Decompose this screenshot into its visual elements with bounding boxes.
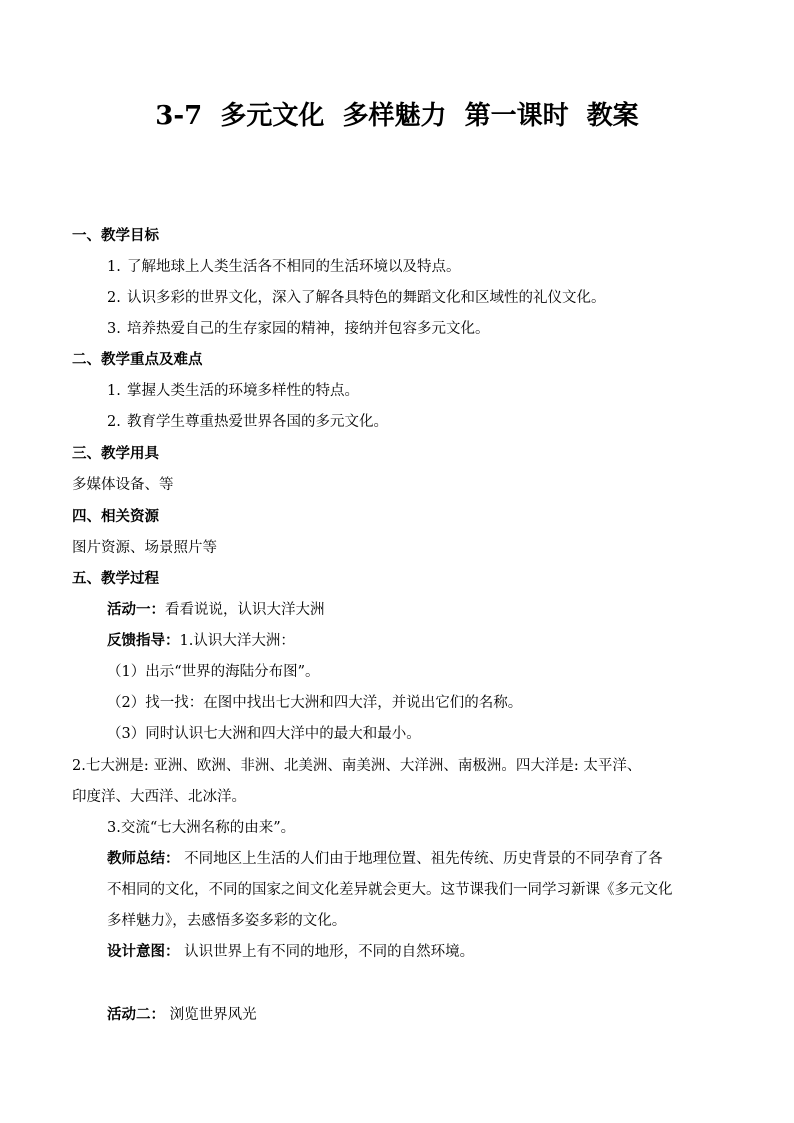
- feedback: [107, 631, 295, 651]
- continents-line-2: 印度洋、大西洋、北冰洋。: [72, 789, 246, 805]
- resources-text: 图片资源、场景照片等: [72, 540, 217, 556]
- activity-one-text: 看看说说，认识大洋大洲: [165, 602, 325, 618]
- activity-two: [107, 1005, 257, 1025]
- step-item: （2）找一找：在图中找出七大洲和四大洋，并说出它们的名称。: [107, 695, 523, 711]
- summary-line-2: 不相同的文化，不同的国家之间文化差异就会更大。这节课我们一同学习新课《多元文化: [107, 882, 673, 898]
- list-text: 培养热爱自己的生存家园的精神，接纳并包容多元文化。: [127, 321, 490, 337]
- activity-one: [107, 600, 325, 620]
- intent-text: 认识世界上有不同的地形，不同的自然环境。: [179, 944, 475, 960]
- section-heading-tools: 三、教学用具: [72, 445, 159, 462]
- page-title: 3-7 多元文化 多样魅力 第一课时 教案: [155, 101, 639, 131]
- section-heading-key-points: 二、教学重点及难点: [72, 351, 203, 368]
- list-number: 2.: [107, 414, 121, 430]
- list-number: 2.: [107, 290, 121, 306]
- section-heading-resources: 四、相关资源: [72, 508, 159, 525]
- feedback-text: 1.认识大洋大洲：: [179, 633, 295, 649]
- tools-text: 多媒体设备、等: [72, 477, 174, 493]
- step-item: （1）出示“世界的海陆分布图”。: [107, 664, 320, 680]
- summary-line-3: 多样魅力》，去感悟多姿多彩的文化。: [107, 913, 347, 929]
- continents-line-1: 2.七大洲是: 亚洲、欧洲、非洲、北美洲、南美洲、大洋洲、南极洲。四大洋是: 太平洋、: [72, 758, 642, 774]
- list-text: 了解地球上人类生活各不相同的生活环境以及特点。: [127, 259, 461, 275]
- list-item: [107, 319, 490, 339]
- activity-two-label: 活动二：: [107, 1006, 165, 1023]
- exchange-text: 3.交流“七大洲名称的由来”。: [107, 820, 296, 836]
- list-number: 1.: [107, 383, 121, 399]
- list-item: [107, 288, 606, 308]
- list-item: [107, 381, 359, 401]
- feedback-label: 反馈指导：: [107, 632, 180, 649]
- list-number: 3.: [107, 321, 121, 337]
- section-heading-process: 五、教学过程: [72, 570, 159, 587]
- summary-label: 教师总结：: [107, 850, 180, 867]
- activity-one-label: 活动一：: [107, 601, 165, 618]
- list-text: 认识多彩的世界文化，深入了解各具特色的舞蹈文化和区域性的礼仪文化。: [127, 290, 606, 306]
- list-item: [107, 412, 388, 432]
- list-number: 1.: [107, 259, 121, 275]
- list-text: 教育学生尊重热爱世界各国的多元文化。: [127, 414, 388, 430]
- activity-two-text: 浏览世界风光: [165, 1007, 257, 1023]
- list-text: 掌握人类生活的环境多样性的特点。: [127, 383, 359, 399]
- summary-text: 不同地区上生活的人们由于地理位置、祖先传统、历史背景的不同孕育了各: [179, 851, 663, 867]
- step-item: （3）同时认识七大洲和四大洋中的最大和最小。: [107, 726, 421, 742]
- design-intent: [107, 942, 474, 962]
- section-heading-objectives: 一、教学目标: [72, 227, 159, 244]
- teacher-summary: [107, 849, 663, 869]
- list-item: [107, 257, 461, 277]
- intent-label: 设计意图：: [107, 943, 180, 960]
